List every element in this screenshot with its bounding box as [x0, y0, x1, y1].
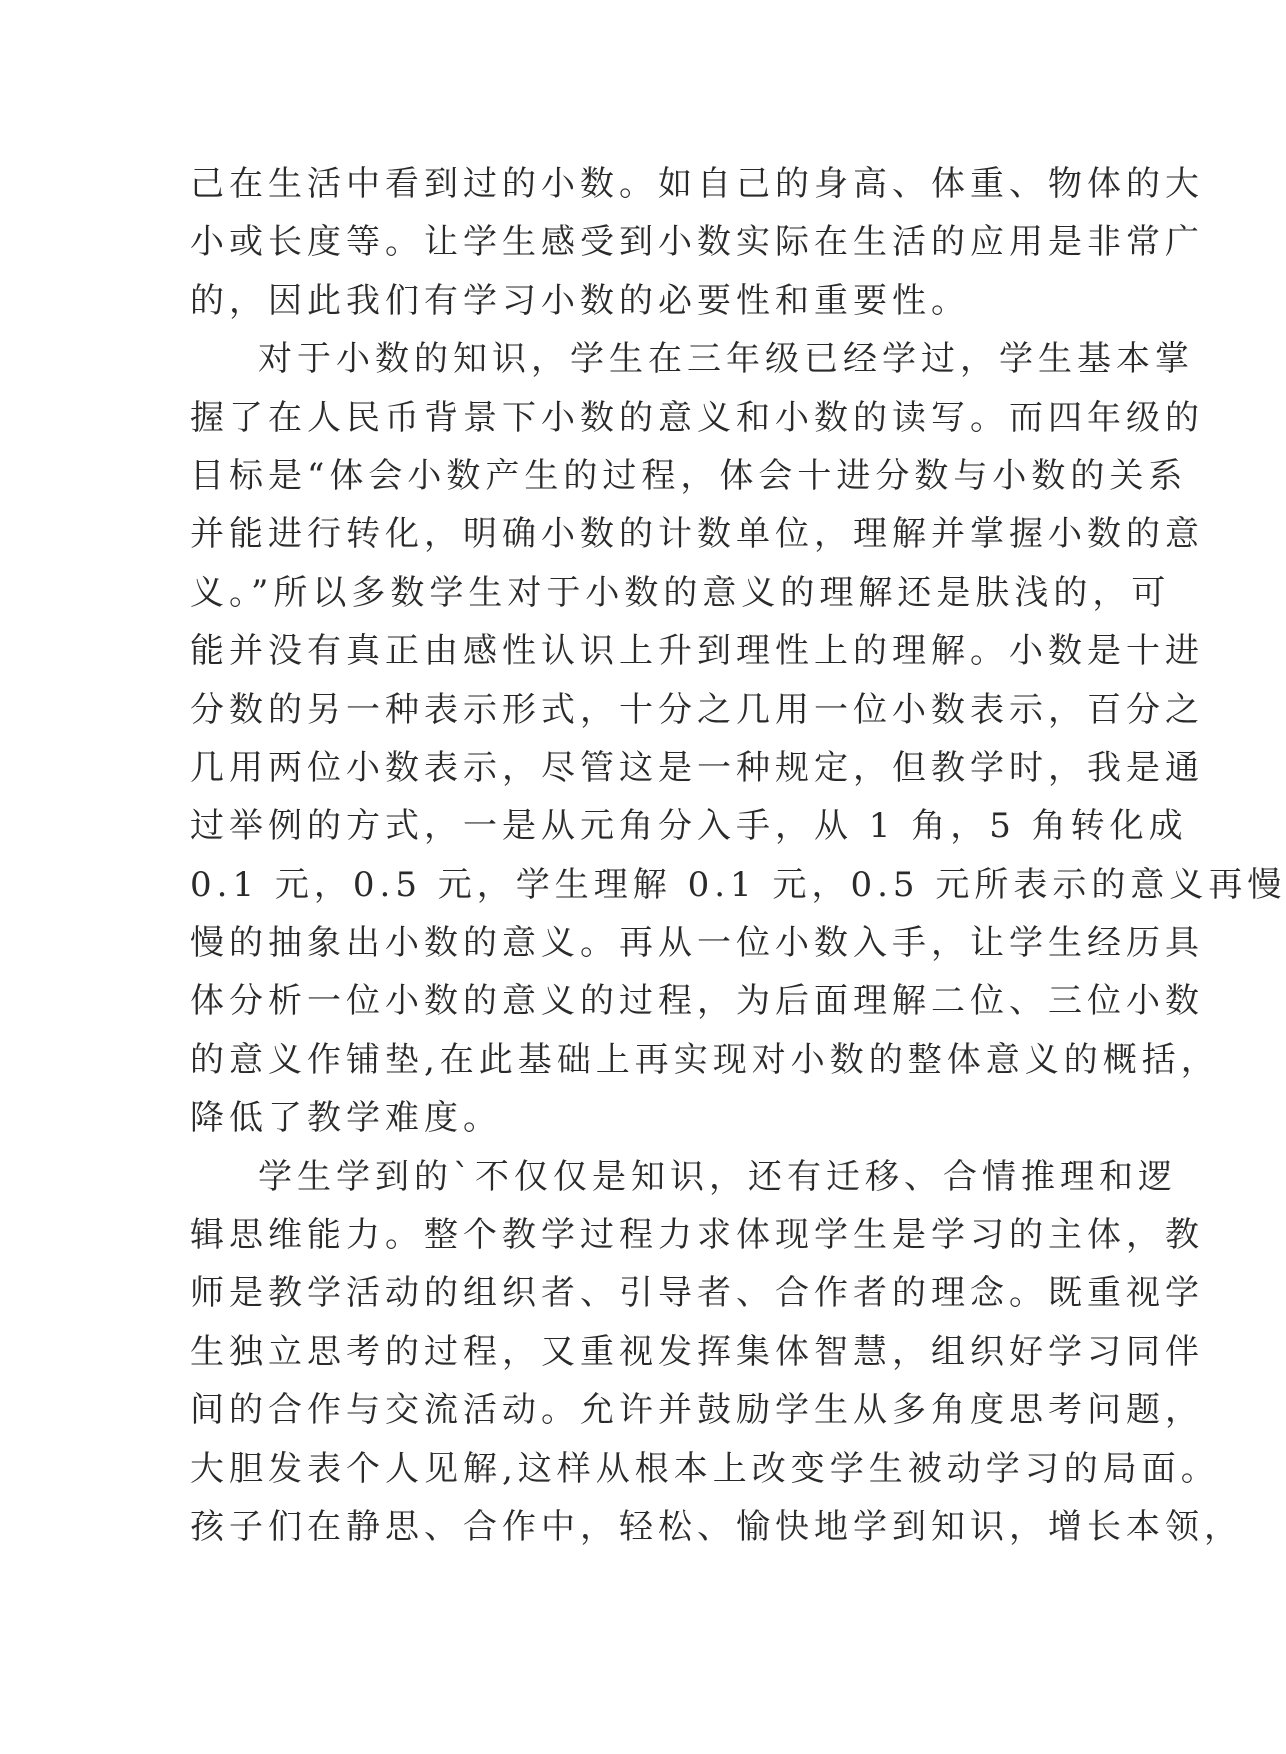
text-line: 的意义作铺垫,在此基础上再实现对小数的整体意义的概括， — [190, 1039, 1220, 1080]
paragraph-start-line: 对于小数的知识，学生在三年级已经学过，学生基本掌 — [258, 339, 1194, 380]
text-line: 大胆发表个人见解,这样从根本上改变学生被动学习的局面。 — [190, 1448, 1220, 1489]
text-line: 分数的另一种表示形式，十分之几用一位小数表示，百分之 — [190, 689, 1204, 730]
text-line: 师是教学活动的组织者、引导者、合作者的理念。既重视学 — [190, 1273, 1204, 1314]
text-line: 体分析一位小数的意义的过程，为后面理解二位、三位小数 — [190, 981, 1204, 1022]
paragraph-start-line: 学生学到的`不仅仅是知识，还有迁移、合情推理和逻 — [258, 1156, 1177, 1197]
text-line: 生独立思考的过程，又重视发挥集体智慧，组织好学习同伴 — [190, 1331, 1204, 1372]
text-line: 辑思维能力。整个教学过程力求体现学生是学习的主体，教 — [190, 1215, 1204, 1256]
text-line: 的，因此我们有学习小数的必要性和重要性。 — [190, 280, 970, 321]
text-line: 间的合作与交流活动。允许并鼓励学生从多角度思考问题， — [190, 1390, 1204, 1431]
body-text — [190, 155, 1286, 1556]
text-line: 目标是“体会小数产生的过程，体会十进分数与小数的关系 — [190, 455, 1188, 496]
text-line: 降低了教学难度。 — [190, 1098, 502, 1139]
text-line: 几用两位小数表示，尽管这是一种规定，但教学时，我是通 — [190, 747, 1204, 788]
text-line: 过举例的方式，一是从元角分入手，从 1 角，5 角转化成 — [190, 806, 1188, 847]
text-line: 义。”所以多数学生对于小数的意义的理解还是肤浅的，可 — [190, 572, 1171, 613]
text-line: 能并没有真正由感性认识上升到理性上的理解。小数是十进 — [190, 631, 1204, 672]
text-line: 握了在人民币背景下小数的意义和小数的读写。而四年级的 — [190, 397, 1204, 438]
text-line: 己在生活中看到过的小数。如自己的身高、体重、物体的大 — [190, 164, 1204, 204]
text-line: 小或长度等。让学生感受到小数实际在生活的应用是非常广 — [190, 222, 1204, 263]
text-line: 并能进行转化，明确小数的计数单位，理解并掌握小数的意 — [190, 514, 1204, 555]
text-line: 孩子们在静思、合作中，轻松、愉快地学到知识，增长本领， — [190, 1506, 1243, 1547]
text-line: 0.1 元，0.5 元，学生理解 0.1 元，0.5 元所表示的意义再慢 — [190, 864, 1286, 905]
text-line: 慢的抽象出小数的意义。再从一位小数入手，让学生经历具 — [190, 923, 1204, 964]
